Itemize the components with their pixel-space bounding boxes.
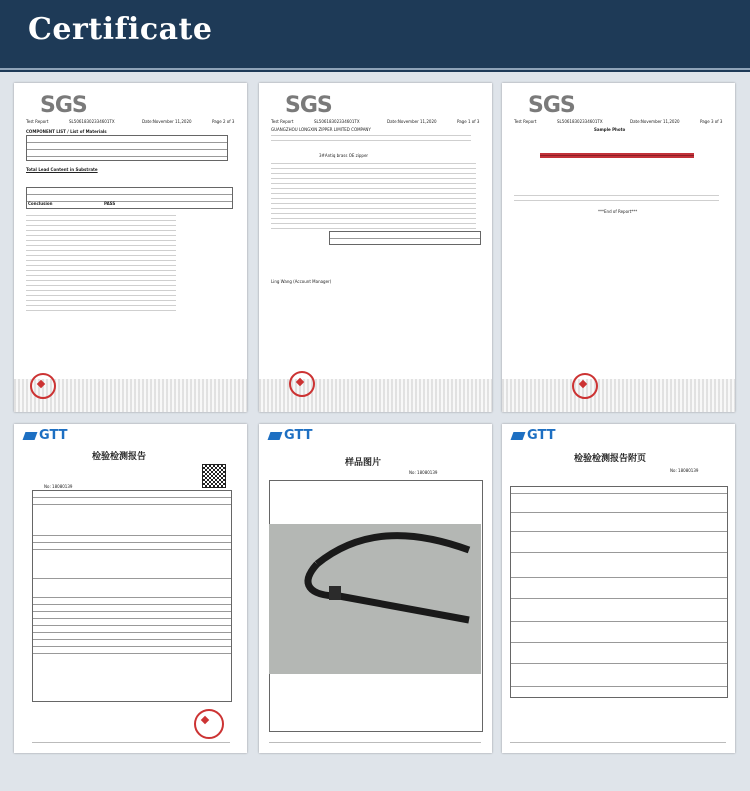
- red-seal-icon: [194, 709, 224, 739]
- lead-result-table: [26, 187, 233, 209]
- report-number: No: 18080139: [409, 470, 438, 475]
- footer-divider: [510, 742, 726, 743]
- gtt-logo-icon: [268, 432, 283, 440]
- banner-title: Certificate: [28, 12, 213, 47]
- page-number: Page 3 of 3: [700, 119, 723, 124]
- gtt-sample-photo-page[interactable]: [259, 424, 492, 753]
- sgs-logo: SGS: [40, 93, 87, 118]
- black-zipper-photo: [269, 524, 481, 674]
- sgs-seal-icon: [289, 371, 315, 397]
- component-list-title: COMPONENT LIST / List of Materials: [26, 129, 107, 134]
- report-date: Date:November 11,2020: [142, 119, 192, 124]
- sgs-logo: SGS: [528, 93, 575, 118]
- sgs-report-page-1[interactable]: [259, 83, 492, 412]
- gtt-logo-icon: [511, 432, 526, 440]
- report-date: Date:November 11,2020: [387, 119, 437, 124]
- banner-divider: [0, 68, 750, 70]
- certificate-gallery: [0, 72, 750, 791]
- total-lead-title: Total Lead Content in Substrate: [26, 167, 98, 172]
- report-date: Date:November 11,2020: [630, 119, 680, 124]
- gtt-logo-icon: [23, 432, 38, 440]
- notes-text-block: [26, 215, 176, 315]
- red-zipper-photo: [532, 135, 702, 175]
- page-number: Page 1 of 3: [457, 119, 480, 124]
- qr-code: [202, 464, 226, 488]
- statement-text-block: [514, 195, 719, 205]
- component-table: [26, 135, 228, 161]
- applicant-name: GUANGZHOU LONGXIN ZIPPER LIMITED COMPANY: [271, 127, 371, 132]
- footer-divider: [269, 742, 481, 743]
- footer-fine-print: [502, 379, 735, 412]
- appendix-table: [510, 486, 728, 698]
- signer-name: Ling Wang (Account Manager): [271, 279, 332, 284]
- report-title: 检验检测报告: [92, 452, 147, 462]
- sgs-report-page-2[interactable]: [14, 83, 247, 412]
- report-number: SL50618302334601TX: [69, 119, 115, 124]
- applicant-address-block: [271, 135, 471, 145]
- sgs-report-page-3[interactable]: [502, 83, 735, 412]
- sgs-seal-icon: [572, 373, 598, 399]
- test-report-label: Test Report: [514, 119, 537, 124]
- report-number: SL50618302334601TX: [557, 119, 603, 124]
- conclusion-value: PASS: [104, 201, 116, 206]
- certificate-banner: [0, 0, 750, 72]
- sgs-logo: SGS: [285, 93, 332, 118]
- appendix-title: 检验检测报告附页: [574, 454, 647, 464]
- sample-photo-title: 样品图片: [345, 458, 382, 468]
- conclusion-label: Conclusion: [28, 201, 53, 206]
- test-report-label: Test Report: [26, 119, 49, 124]
- test-report-label: Test Report: [271, 119, 294, 124]
- gtt-logo: GTT: [39, 428, 68, 443]
- report-body-block: [271, 163, 476, 233]
- sample-photo-title: Sample Photo: [594, 127, 626, 132]
- sgs-seal-icon: [30, 373, 56, 399]
- sample-description: 3#Antiq brass OE zipper: [319, 153, 369, 158]
- gtt-report-appendix[interactable]: [502, 424, 735, 753]
- report-number: No: 18080139: [44, 484, 73, 489]
- gtt-inspection-report[interactable]: [14, 424, 247, 753]
- gtt-logo: GTT: [284, 428, 313, 443]
- footer-divider: [32, 742, 230, 743]
- report-number: SL50618302334601TX: [314, 119, 360, 124]
- gtt-logo: GTT: [527, 428, 556, 443]
- report-number: No: 18080139: [670, 468, 699, 473]
- end-of-report: ***End of Report***: [598, 209, 638, 214]
- test-summary-table: [329, 231, 481, 245]
- inspection-table: [32, 490, 232, 702]
- page-number: Page 2 of 3: [212, 119, 235, 124]
